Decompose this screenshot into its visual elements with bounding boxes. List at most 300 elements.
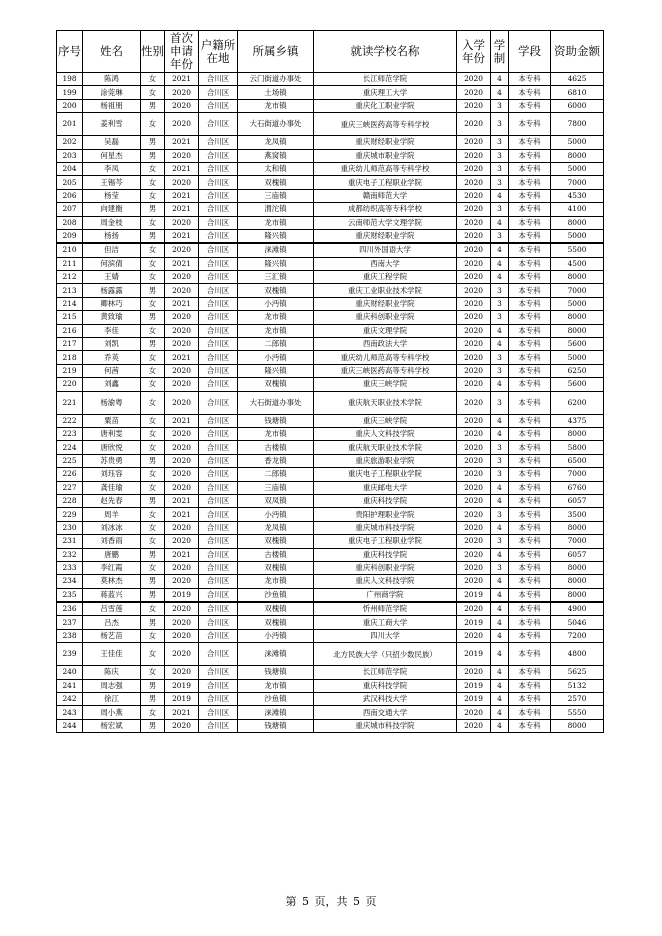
- cell-hukou: 合川区: [199, 602, 238, 616]
- cell-name: 何滨倩: [83, 257, 141, 270]
- cell-school: 重庆幼儿师范高等专科学校: [314, 351, 457, 364]
- cell-stage: 本专科: [509, 311, 551, 324]
- cell-duration: 3: [491, 297, 509, 310]
- cell-name: 刘凯: [83, 338, 141, 351]
- table-row: [57, 521, 604, 534]
- cell-gender: 女: [141, 176, 165, 189]
- cell-duration: 4: [491, 73, 509, 86]
- cell-enroll-year: 2020: [457, 454, 491, 467]
- cell-first-year: 2020: [165, 338, 199, 351]
- cell-school: 重庆财经职业学院: [314, 297, 457, 310]
- cell-seq: 241: [57, 679, 83, 692]
- cell-first-year: 2020: [165, 324, 199, 337]
- table-row: [57, 679, 604, 692]
- cell-duration: 4: [491, 629, 509, 642]
- cell-school: 云南师范大学文理学院: [314, 216, 457, 229]
- table-row: [57, 481, 604, 494]
- cell-name: 李红霞: [83, 561, 141, 574]
- cell-gender: 女: [141, 189, 165, 202]
- cell-enroll-year: 2020: [457, 666, 491, 679]
- cell-first-year: 2021: [165, 494, 199, 507]
- cell-town: 龙市镇: [238, 427, 314, 440]
- cell-seq: 238: [57, 629, 83, 642]
- cell-name: 吕杰: [83, 616, 141, 629]
- cell-amount: 6200: [551, 391, 604, 414]
- cell-enroll-year: 2020: [457, 176, 491, 189]
- cell-school: 重庆工程学院: [314, 271, 457, 284]
- cell-stage: 本专科: [509, 162, 551, 175]
- cell-stage: 本专科: [509, 338, 551, 351]
- cell-gender: 女: [141, 378, 165, 391]
- table-row: [57, 99, 604, 112]
- cell-amount: 6057: [551, 548, 604, 561]
- cell-school: 重庆航天职业技术学院: [314, 441, 457, 454]
- cell-amount: 6810: [551, 86, 604, 99]
- table-row: [57, 616, 604, 629]
- cell-enroll-year: 2020: [457, 229, 491, 243]
- cell-hukou: 合川区: [199, 162, 238, 175]
- cell-stage: 本专科: [509, 229, 551, 243]
- cell-name: 杨渝粤: [83, 391, 141, 414]
- cell-duration: 3: [491, 561, 509, 574]
- cell-first-year: 2021: [165, 189, 199, 202]
- cell-town: 涞滩镇: [238, 243, 314, 257]
- cell-enroll-year: 2020: [457, 561, 491, 574]
- cell-gender: 女: [141, 666, 165, 679]
- cell-amount: 3500: [551, 508, 604, 521]
- cell-town: 隆兴镇: [238, 229, 314, 243]
- cell-name: 唐利雯: [83, 427, 141, 440]
- table-row: [57, 257, 604, 270]
- cell-first-year: 2021: [165, 706, 199, 719]
- cell-town: 土场镇: [238, 86, 314, 99]
- cell-name: 杨祖朋: [83, 99, 141, 112]
- header-amount: 资助金额: [551, 31, 604, 73]
- cell-enroll-year: 2020: [457, 216, 491, 229]
- cell-school: 四川外国语大学: [314, 243, 457, 257]
- cell-duration: 4: [491, 588, 509, 602]
- cell-enroll-year: 2020: [457, 364, 491, 377]
- cell-gender: 女: [141, 216, 165, 229]
- cell-duration: 3: [491, 229, 509, 243]
- table-row: [57, 561, 604, 574]
- cell-gender: 女: [141, 508, 165, 521]
- cell-enroll-year: 2020: [457, 243, 491, 257]
- table-row: [57, 548, 604, 561]
- header-first-year: 首次申请年份: [165, 31, 199, 73]
- cell-school: 赣南师范大学: [314, 189, 457, 202]
- header-duration: 学制: [491, 31, 509, 73]
- cell-stage: 本专科: [509, 706, 551, 719]
- cell-school: 重庆科技学院: [314, 494, 457, 507]
- table-row: [57, 351, 604, 364]
- cell-hukou: 合川区: [199, 561, 238, 574]
- cell-amount: 5500: [551, 243, 604, 257]
- cell-amount: 7000: [551, 535, 604, 548]
- cell-stage: 本专科: [509, 414, 551, 427]
- cell-school: 重庆工商大学: [314, 616, 457, 629]
- table-row: [57, 324, 604, 337]
- cell-duration: 4: [491, 575, 509, 588]
- cell-first-year: 2020: [165, 113, 199, 136]
- cell-name: 陈鸿: [83, 73, 141, 86]
- cell-seq: 244: [57, 719, 83, 732]
- header-name: 姓名: [83, 31, 141, 73]
- cell-duration: 4: [491, 706, 509, 719]
- table-row: [57, 414, 604, 427]
- cell-school: 贵阳护理职业学院: [314, 508, 457, 521]
- header-enroll-year: 入学年份: [457, 31, 491, 73]
- table-row: [57, 149, 604, 162]
- cell-amount: 6760: [551, 481, 604, 494]
- cell-first-year: 2021: [165, 162, 199, 175]
- cell-hukou: 合川区: [199, 719, 238, 732]
- cell-hukou: 合川区: [199, 243, 238, 257]
- cell-duration: 4: [491, 324, 509, 337]
- cell-hukou: 合川区: [199, 588, 238, 602]
- cell-amount: 5000: [551, 229, 604, 243]
- cell-first-year: 2021: [165, 257, 199, 270]
- cell-enroll-year: 2020: [457, 378, 491, 391]
- cell-seq: 240: [57, 666, 83, 679]
- cell-stage: 本专科: [509, 535, 551, 548]
- cell-hukou: 合川区: [199, 548, 238, 561]
- cell-school: 广州商学院: [314, 588, 457, 602]
- table-row: [57, 284, 604, 297]
- cell-school: 重庆三峡医药高等专科学校: [314, 113, 457, 136]
- cell-stage: 本专科: [509, 602, 551, 616]
- cell-gender: 男: [141, 679, 165, 692]
- table-row: [57, 113, 604, 136]
- cell-name: 蒋蓝兴: [83, 588, 141, 602]
- cell-gender: 女: [141, 414, 165, 427]
- cell-enroll-year: 2020: [457, 73, 491, 86]
- cell-duration: 4: [491, 257, 509, 270]
- cell-hukou: 合川区: [199, 616, 238, 629]
- cell-seq: 227: [57, 481, 83, 494]
- cell-first-year: 2019: [165, 588, 199, 602]
- cell-hukou: 合川区: [199, 643, 238, 666]
- cell-enroll-year: 2019: [457, 588, 491, 602]
- cell-school: 重庆城市科技学院: [314, 521, 457, 534]
- cell-duration: 3: [491, 351, 509, 364]
- cell-gender: 女: [141, 243, 165, 257]
- cell-hukou: 合川区: [199, 113, 238, 136]
- table-row: [57, 176, 604, 189]
- header-stage: 学段: [509, 31, 551, 73]
- cell-stage: 本专科: [509, 454, 551, 467]
- cell-school: 重庆科创职业学院: [314, 561, 457, 574]
- cell-seq: 220: [57, 378, 83, 391]
- cell-stage: 本专科: [509, 378, 551, 391]
- cell-seq: 221: [57, 391, 83, 414]
- cell-town: 双槐镇: [238, 602, 314, 616]
- cell-school: 重庆三峡学院: [314, 414, 457, 427]
- cell-name: 李佳: [83, 324, 141, 337]
- cell-seq: 207: [57, 203, 83, 216]
- cell-school: 重庆三峡学院: [314, 378, 457, 391]
- cell-first-year: 2020: [165, 602, 199, 616]
- cell-duration: 3: [491, 364, 509, 377]
- cell-amount: 4500: [551, 257, 604, 270]
- cell-town: 龙市镇: [238, 216, 314, 229]
- cell-amount: 5550: [551, 706, 604, 719]
- cell-gender: 男: [141, 575, 165, 588]
- cell-school: 重庆化工职业学院: [314, 99, 457, 112]
- table-row: [57, 575, 604, 588]
- cell-first-year: 2020: [165, 629, 199, 642]
- cell-amount: 5000: [551, 297, 604, 310]
- cell-duration: 4: [491, 481, 509, 494]
- header-school: 就读学校名称: [314, 31, 457, 73]
- cell-seq: 203: [57, 149, 83, 162]
- cell-first-year: 2020: [165, 468, 199, 481]
- cell-enroll-year: 2020: [457, 149, 491, 162]
- cell-name: 粟苗: [83, 414, 141, 427]
- cell-town: 小沔镇: [238, 629, 314, 642]
- cell-town: 龙市镇: [238, 679, 314, 692]
- cell-stage: 本专科: [509, 243, 551, 257]
- cell-town: 龙凤镇: [238, 136, 314, 149]
- cell-first-year: 2020: [165, 176, 199, 189]
- header-seq: 序号: [57, 31, 83, 73]
- cell-amount: 4800: [551, 643, 604, 666]
- cell-stage: 本专科: [509, 468, 551, 481]
- cell-first-year: 2020: [165, 666, 199, 679]
- cell-gender: 男: [141, 693, 165, 706]
- cell-seq: 211: [57, 257, 83, 270]
- cell-hukou: 合川区: [199, 284, 238, 297]
- cell-seq: 226: [57, 468, 83, 481]
- cell-first-year: 2020: [165, 364, 199, 377]
- cell-name: 但洁: [83, 243, 141, 257]
- cell-enroll-year: 2020: [457, 189, 491, 202]
- cell-first-year: 2021: [165, 351, 199, 364]
- cell-enroll-year: 2020: [457, 602, 491, 616]
- cell-enroll-year: 2020: [457, 297, 491, 310]
- cell-enroll-year: 2019: [457, 693, 491, 706]
- cell-hukou: 合川区: [199, 629, 238, 642]
- cell-first-year: 2020: [165, 643, 199, 666]
- cell-enroll-year: 2020: [457, 521, 491, 534]
- cell-enroll-year: 2020: [457, 706, 491, 719]
- cell-stage: 本专科: [509, 643, 551, 666]
- cell-gender: 男: [141, 548, 165, 561]
- cell-seq: 198: [57, 73, 83, 86]
- cell-hukou: 合川区: [199, 364, 238, 377]
- cell-school: 重庆科技学院: [314, 548, 457, 561]
- cell-gender: 男: [141, 454, 165, 467]
- cell-hukou: 合川区: [199, 311, 238, 324]
- cell-stage: 本专科: [509, 136, 551, 149]
- cell-town: 古楼镇: [238, 441, 314, 454]
- cell-amount: 5000: [551, 162, 604, 175]
- cell-duration: 4: [491, 86, 509, 99]
- header-hukou: 户籍所在地: [199, 31, 238, 73]
- cell-name: 刘冰冰: [83, 521, 141, 534]
- cell-town: 小沔镇: [238, 508, 314, 521]
- cell-gender: 女: [141, 364, 165, 377]
- cell-first-year: 2020: [165, 575, 199, 588]
- cell-name: 唐鹏: [83, 548, 141, 561]
- cell-gender: 女: [141, 521, 165, 534]
- cell-duration: 4: [491, 719, 509, 732]
- table-row: [57, 364, 604, 377]
- cell-seq: 229: [57, 508, 83, 521]
- cell-gender: 女: [141, 481, 165, 494]
- cell-school: 重庆财经职业学院: [314, 136, 457, 149]
- cell-amount: 8000: [551, 311, 604, 324]
- cell-town: 双槐镇: [238, 561, 314, 574]
- cell-gender: 女: [141, 391, 165, 414]
- cell-seq: 230: [57, 521, 83, 534]
- cell-gender: 男: [141, 149, 165, 162]
- cell-gender: 女: [141, 271, 165, 284]
- cell-enroll-year: 2020: [457, 629, 491, 642]
- cell-stage: 本专科: [509, 693, 551, 706]
- cell-hukou: 合川区: [199, 441, 238, 454]
- cell-school: 重庆三峡医药高等专科学校: [314, 364, 457, 377]
- table-row: [57, 441, 604, 454]
- cell-enroll-year: 2020: [457, 494, 491, 507]
- table-row: [57, 73, 604, 86]
- table-row: [57, 311, 604, 324]
- cell-hukou: 合川区: [199, 693, 238, 706]
- cell-duration: 3: [491, 162, 509, 175]
- table-body: [57, 73, 604, 733]
- cell-stage: 本专科: [509, 616, 551, 629]
- cell-stage: 本专科: [509, 271, 551, 284]
- cell-duration: 4: [491, 189, 509, 202]
- cell-seq: 199: [57, 86, 83, 99]
- cell-enroll-year: 2020: [457, 548, 491, 561]
- cell-school: 重庆幼儿师范高等专科学校: [314, 162, 457, 175]
- cell-duration: 4: [491, 602, 509, 616]
- cell-first-year: 2020: [165, 441, 199, 454]
- cell-enroll-year: 2020: [457, 136, 491, 149]
- cell-town: 龙市镇: [238, 99, 314, 112]
- cell-duration: 3: [491, 99, 509, 112]
- cell-hukou: 合川区: [199, 508, 238, 521]
- cell-gender: 女: [141, 441, 165, 454]
- cell-duration: 4: [491, 616, 509, 629]
- cell-duration: 3: [491, 454, 509, 467]
- cell-gender: 男: [141, 99, 165, 112]
- cell-school: 重庆城市科技学院: [314, 719, 457, 732]
- cell-stage: 本专科: [509, 113, 551, 136]
- cell-school: 重庆工业职业技术学院: [314, 284, 457, 297]
- page-prefix: 第: [285, 895, 297, 908]
- cell-hukou: 合川区: [199, 378, 238, 391]
- cell-town: 渭沱镇: [238, 203, 314, 216]
- cell-duration: 4: [491, 666, 509, 679]
- cell-name: 王婧: [83, 271, 141, 284]
- cell-enroll-year: 2020: [457, 575, 491, 588]
- cell-town: 小沔镇: [238, 297, 314, 310]
- cell-enroll-year: 2020: [457, 99, 491, 112]
- cell-town: 二郎镇: [238, 338, 314, 351]
- cell-duration: 3: [491, 535, 509, 548]
- cell-stage: 本专科: [509, 176, 551, 189]
- table-row: [57, 162, 604, 175]
- cell-enroll-year: 2020: [457, 414, 491, 427]
- cell-enroll-year: 2020: [457, 284, 491, 297]
- cell-enroll-year: 2020: [457, 351, 491, 364]
- cell-name: 周金枝: [83, 216, 141, 229]
- cell-first-year: 2021: [165, 203, 199, 216]
- cell-amount: 5625: [551, 666, 604, 679]
- cell-seq: 242: [57, 693, 83, 706]
- cell-gender: 女: [141, 427, 165, 440]
- cell-school: 重庆电子工程职业学院: [314, 535, 457, 548]
- cell-seq: 212: [57, 271, 83, 284]
- cell-stage: 本专科: [509, 297, 551, 310]
- cell-amount: 6250: [551, 364, 604, 377]
- cell-stage: 本专科: [509, 561, 551, 574]
- cell-first-year: 2020: [165, 391, 199, 414]
- table-row: [57, 243, 604, 257]
- cell-seq: 205: [57, 176, 83, 189]
- student-aid-table: [56, 30, 604, 733]
- table-row: [57, 666, 604, 679]
- cell-amount: 7000: [551, 468, 604, 481]
- cell-seq: 243: [57, 706, 83, 719]
- cell-school: 武汉科技大学: [314, 693, 457, 706]
- table-row: [57, 494, 604, 507]
- cell-name: 吕雪莲: [83, 602, 141, 616]
- cell-school: 西南政法大学: [314, 338, 457, 351]
- cell-gender: 女: [141, 643, 165, 666]
- cell-name: 向建衡: [83, 203, 141, 216]
- cell-duration: 3: [491, 136, 509, 149]
- cell-first-year: 2020: [165, 284, 199, 297]
- cell-hukou: 合川区: [199, 427, 238, 440]
- cell-duration: 3: [491, 113, 509, 136]
- cell-school: 西南大学: [314, 257, 457, 270]
- cell-amount: 8000: [551, 561, 604, 574]
- cell-gender: 男: [141, 229, 165, 243]
- cell-enroll-year: 2020: [457, 427, 491, 440]
- cell-stage: 本专科: [509, 548, 551, 561]
- cell-hukou: 合川区: [199, 575, 238, 588]
- cell-hukou: 合川区: [199, 391, 238, 414]
- cell-seq: 201: [57, 113, 83, 136]
- cell-school: 重庆科创职业学院: [314, 311, 457, 324]
- cell-seq: 233: [57, 561, 83, 574]
- table-row: [57, 86, 604, 99]
- cell-duration: 4: [491, 427, 509, 440]
- cell-town: 小沔镇: [238, 351, 314, 364]
- cell-town: 云门街道办事处: [238, 73, 314, 86]
- cell-first-year: 2020: [165, 149, 199, 162]
- table-row: [57, 203, 604, 216]
- cell-hukou: 合川区: [199, 203, 238, 216]
- table-row: [57, 535, 604, 548]
- cell-name: 周小燕: [83, 706, 141, 719]
- cell-enroll-year: 2020: [457, 311, 491, 324]
- cell-seq: 224: [57, 441, 83, 454]
- table-header: [57, 31, 604, 73]
- cell-gender: 女: [141, 629, 165, 642]
- cell-school: 重庆人文科技学院: [314, 575, 457, 588]
- cell-duration: 3: [491, 508, 509, 521]
- cell-seq: 200: [57, 99, 83, 112]
- cell-first-year: 2021: [165, 414, 199, 427]
- cell-town: 隆兴镇: [238, 257, 314, 270]
- page-suffix: 页: [365, 895, 377, 908]
- cell-town: 香龙镇: [238, 454, 314, 467]
- cell-gender: 男: [141, 284, 165, 297]
